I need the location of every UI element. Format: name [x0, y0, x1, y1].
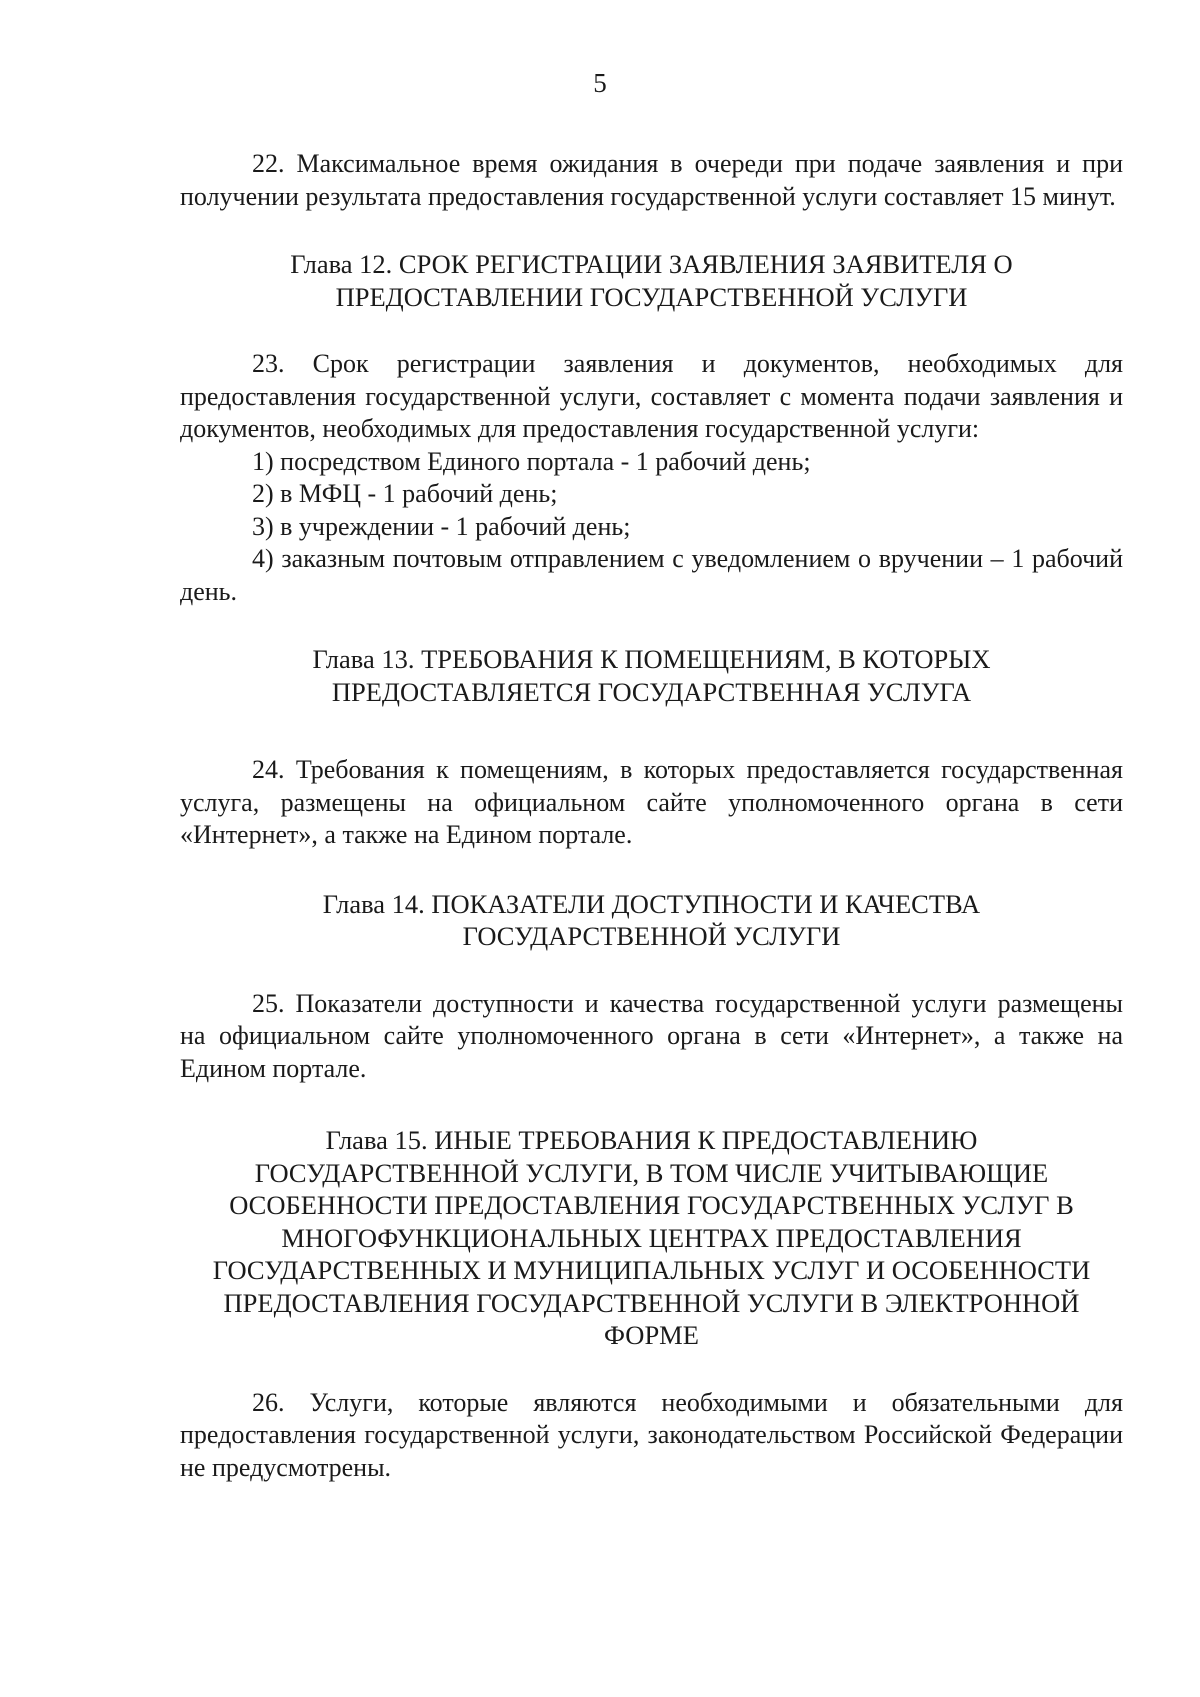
heading-line: Глава 13. ТРЕБОВАНИЯ К ПОМЕЩЕНИЯМ, В КОТОРЫХ: [312, 644, 991, 674]
heading-line: ГОСУДАРСТВЕННОЙ УСЛУГИ, В ТОМ ЧИСЛЕ УЧИТЫВАЮЩИЕ: [254, 1157, 1049, 1188]
heading-line: Глава 15. ИНЫЕ ТРЕБОВАНИЯ К ПРЕДОСТАВЛЕНИЮ: [325, 1125, 978, 1155]
chapter-14-heading: [180, 888, 1123, 953]
list-item: 3) в учреждении - 1 рабочий день;: [252, 511, 631, 541]
heading-line: Глава 12. СРОК РЕГИСТРАЦИИ ЗАЯВЛЕНИЯ ЗАЯВИТЕЛЯ О: [290, 249, 1013, 279]
page-number: 5: [593, 68, 607, 98]
heading-line: ПРЕДОСТАВЛЕНИЯ ГОСУДАРСТВЕННОЙ УСЛУГИ В ЭЛЕКТРОННОЙ: [223, 1287, 1080, 1318]
chapter-13-heading: [180, 643, 1123, 708]
heading-line: ГОСУДАРСТВЕННЫХ И МУНИЦИПАЛЬНЫХ УСЛУГ И ОСОБЕННОСТИ: [212, 1255, 1091, 1285]
list-item: 2) в МФЦ - 1 рабочий день;: [252, 479, 558, 508]
heading-line: МНОГОФУНКЦИОНАЛЬНЫХ ЦЕНТРАХ ПРЕДОСТАВЛЕНИЯ: [281, 1222, 1022, 1253]
list-item: 1) посредством Единого портала - 1 рабочий день;: [252, 446, 811, 476]
document-body: [180, 148, 1123, 1484]
paragraph-26: 26. Услуги, которые являются необходимыми и обязательными для предоставления государственной услуги, законодательством Российской Федерации не предусмотрены.: [180, 1387, 1123, 1482]
list-item: 4) заказным почтовым отправлением с уведомлением о вручении – 1 рабочий день.: [180, 544, 1123, 606]
paragraph-24: 24. Требования к помещениям, в которых предоставляется государственная услуга, размещены на официальном сайте уполномоченного органа в сети «Интернет», а также на Едином портале.: [180, 755, 1123, 849]
paragraph-23: 23. Срок регистрации заявления и документов, необходимых для предоставления государственной услуги, составляет с момента подачи заявления и документов, необходимых для предоставления государственной услуги:: [180, 349, 1123, 443]
heading-line: ФОРМЕ: [604, 1320, 699, 1350]
heading-line: ПРЕДОСТАВЛЕНИИ ГОСУДАРСТВЕННОЙ УСЛУГИ: [335, 281, 968, 312]
heading-line: ПРЕДОСТАВЛЯЕТСЯ ГОСУДАРСТВЕННАЯ УСЛУГА: [331, 676, 972, 707]
heading-line: Глава 14. ПОКАЗАТЕЛИ ДОСТУПНОСТИ И КАЧЕСТВА: [322, 888, 981, 919]
heading-line: ОСОБЕННОСТИ ПРЕДОСТАВЛЕНИЯ ГОСУДАРСТВЕННЫХ УСЛУГ В: [229, 1190, 1074, 1220]
heading-line: ГОСУДАРСТВЕННОЙ УСЛУГИ: [462, 921, 841, 951]
chapter-12-heading: [180, 248, 1123, 313]
chapter-15-heading: [180, 1124, 1123, 1352]
paragraph-25: 25. Показатели доступности и качества государственной услуги размещены на официальном сайте уполномоченного органа в сети «Интернет», а также на Едином портале.: [180, 988, 1123, 1083]
paragraph-22: 22. Максимальное время ожидания в очереди при подаче заявления и при получении результата предоставления государственной услуги составляет 15 минут.: [180, 149, 1123, 211]
